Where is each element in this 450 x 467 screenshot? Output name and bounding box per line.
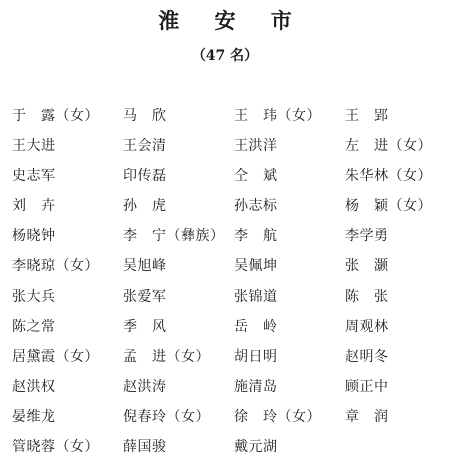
name-entry: 陈之常 xyxy=(12,318,56,335)
name-entry: 孙志标 xyxy=(234,198,278,215)
name-entry: 管晓蓉（女） xyxy=(12,439,99,456)
name-entry: 赵洪权 xyxy=(12,378,56,395)
name-entry: 陈 张 xyxy=(345,288,389,305)
name-entry: 左 进（女） xyxy=(345,138,432,155)
name-entry: 李 航 xyxy=(234,228,278,245)
name-entry: 杨 颖（女） xyxy=(345,198,432,215)
name-entry: 仝 斌 xyxy=(234,168,278,185)
name-entry: 赵洪涛 xyxy=(123,378,167,395)
name-entry: 吴旭峰 xyxy=(123,258,167,275)
name-entry: 居黛霞（女） xyxy=(12,348,99,365)
name-entry: 孙 虎 xyxy=(123,198,167,215)
name-entry: 李 宁（彝族） xyxy=(123,228,225,245)
name-entry: 史志军 xyxy=(12,168,56,185)
name-entry: 朱华林（女） xyxy=(345,168,432,185)
name-entry: 马 欣 xyxy=(123,108,167,124)
name-entry: 晏维龙 xyxy=(12,408,56,425)
name-entry: 薛国骏 xyxy=(123,439,167,456)
name-entry: 杨晓钟 xyxy=(12,228,56,245)
name-entry: 岳 岭 xyxy=(234,318,278,335)
name-entry: 印传磊 xyxy=(123,168,167,185)
name-entry: 吴佩坤 xyxy=(234,258,278,275)
name-entry: 刘 卉 xyxy=(12,198,56,215)
page-title: 淮 安 市 xyxy=(158,8,306,33)
member-count: （47 名） xyxy=(191,48,259,64)
name-entry: 胡日明 xyxy=(234,348,278,365)
name-entry: 孟 进（女） xyxy=(123,348,210,365)
name-entry: 顾正中 xyxy=(345,378,389,395)
name-entry: 张爱军 xyxy=(123,288,167,305)
name-entry: 李晓琼（女） xyxy=(12,258,99,275)
name-entry: 李学勇 xyxy=(345,228,389,245)
name-entry: 王大进 xyxy=(12,138,56,155)
name-entry: 周观林 xyxy=(345,318,389,335)
name-entry: 王会清 xyxy=(123,138,167,155)
name-entry: 张 灏 xyxy=(345,258,389,275)
name-entry: 于 露（女） xyxy=(12,108,99,124)
name-entry: 戴元湖 xyxy=(234,439,278,456)
name-entry: 章 润 xyxy=(345,408,389,425)
name-list xyxy=(12,106,448,467)
name-entry: 赵明冬 xyxy=(345,348,389,365)
name-entry: 王 郢 xyxy=(345,108,389,124)
name-entry: 徐 玲（女） xyxy=(234,408,321,425)
name-entry: 倪春玲（女） xyxy=(123,408,210,425)
name-entry: 季 风 xyxy=(123,318,167,335)
name-entry: 施清岛 xyxy=(234,378,278,395)
name-entry: 王洪洋 xyxy=(234,138,278,155)
name-entry: 王 玮（女） xyxy=(234,108,321,124)
name-entry: 张大兵 xyxy=(12,288,56,305)
name-entry: 张锦道 xyxy=(234,288,278,305)
